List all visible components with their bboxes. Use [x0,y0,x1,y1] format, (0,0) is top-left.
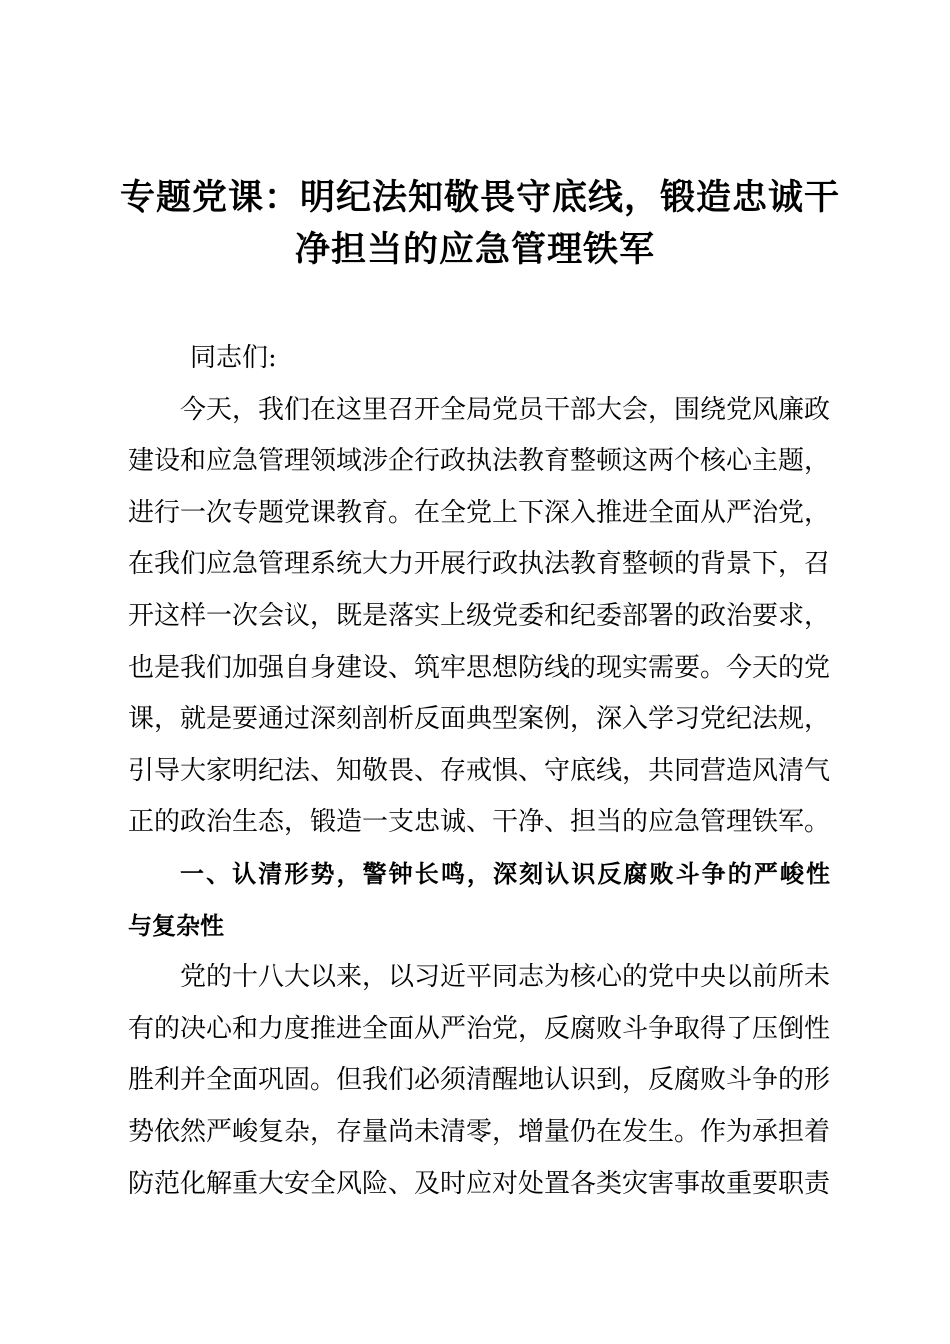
paragraph-line: 势依然严峻复杂，存量尚未清零，增量仍在发生。作为承担着 [128,1116,831,1147]
document-title [120,172,841,276]
title-line-2: 净担当的应急管理铁军 [294,229,655,270]
paragraph-line: 今天，我们在这里召开全局党员干部大会，围绕党风廉政 [180,394,831,425]
section-heading-line: 与复杂性 [128,911,224,940]
paragraph-line: 课，就是要通过深刻剖析反面典型案例，深入学习党纪法规， [128,704,831,735]
paragraph-2 [128,952,830,1210]
paragraph-line: 胜利并全面巩固。但我们必须清醒地认识到，反腐败斗争的形 [128,1065,831,1096]
title-line-1: 专题党课：明纪法知敬畏守底线，锻造忠诚干 [120,177,841,218]
section-1-heading [128,849,830,952]
paragraph-line: 引导大家明纪法、知敬畏、存戒惧、守底线，共同营造风清气 [128,755,831,786]
paragraph-line: 也是我们加强自身建设、筑牢思想防线的现实需要。今天的党 [128,652,831,683]
document-body [128,333,830,1210]
greeting: 同志们: [190,343,277,373]
paragraph-1 [128,385,830,849]
paragraph-line: 防范化解重大安全风险、及时应对处置各类灾害事故重要职责 [128,1168,831,1199]
paragraph-line: 建设和应急管理领域涉企行政执法教育整顿这两个核心主题， [128,446,831,477]
paragraph-line: 开这样一次会议，既是落实上级党委和纪委部署的政治要求， [128,600,831,631]
paragraph-line: 党的十八大以来，以习近平同志为核心的党中央以前所未 [180,962,831,993]
paragraph-line: 在我们应急管理系统大力开展行政执法教育整顿的背景下，召 [128,549,831,580]
paragraph-line: 有的决心和力度推进全面从严治党，反腐败斗争取得了压倒性 [128,1013,831,1044]
section-heading-line: 一、认清形势，警钟长鸣，深刻认识反腐败斗争的严峻性 [180,859,830,888]
paragraph-line: 进行一次专题党课教育。在全党上下深入推进全面从严治党， [128,497,831,528]
paragraph-line: 正的政治生态，锻造一支忠诚、干净、担当的应急管理铁军。 [128,807,831,838]
